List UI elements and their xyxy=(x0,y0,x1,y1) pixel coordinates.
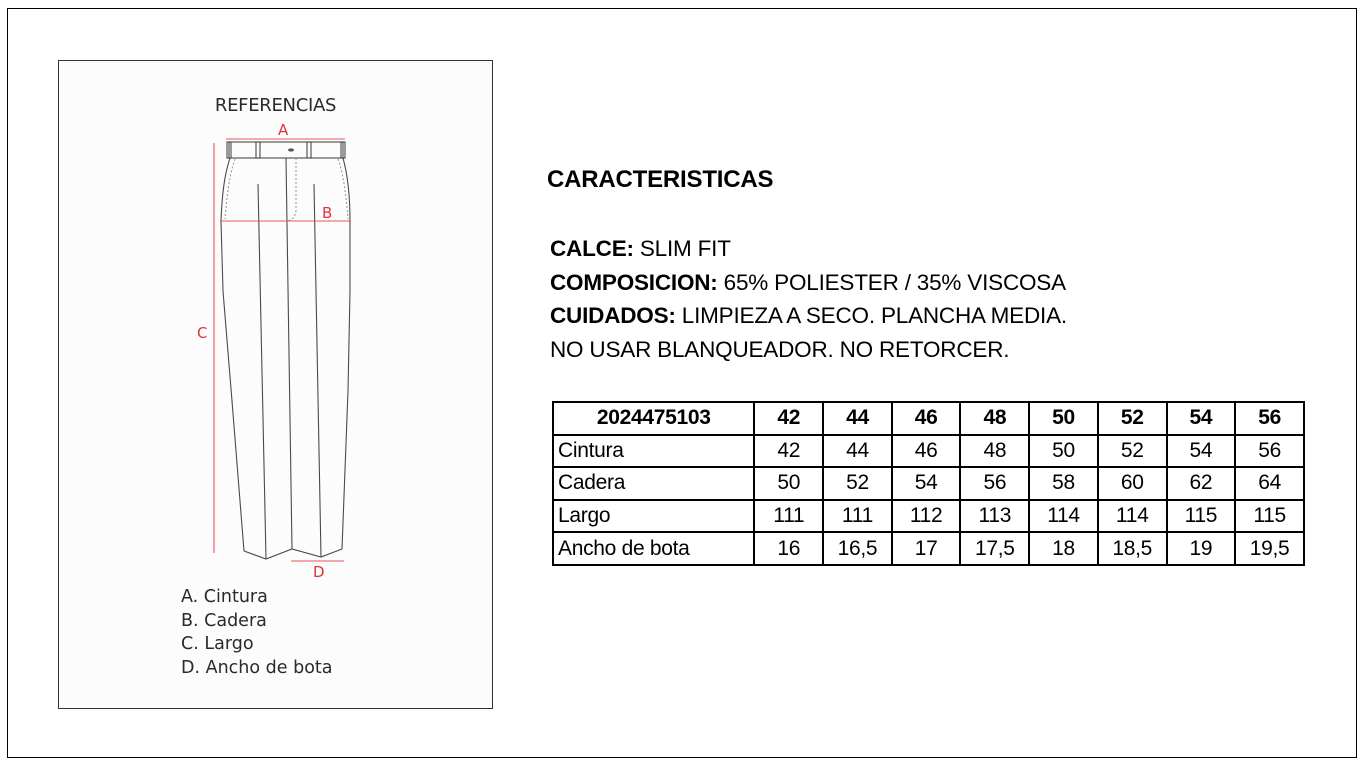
table-cell: 19,5 xyxy=(1235,532,1304,565)
care-line xyxy=(550,299,1067,333)
table-cell: 114 xyxy=(1029,500,1098,533)
table-row xyxy=(553,435,1304,468)
table-cell: 111 xyxy=(754,500,823,533)
dimension-label-d: D xyxy=(313,563,325,581)
table-cell: 17,5 xyxy=(960,532,1029,565)
table-cell: 50 xyxy=(1029,435,1098,468)
row-label: Largo xyxy=(553,500,754,533)
fit-value: SLIM FIT xyxy=(639,236,731,261)
dimension-label-a: A xyxy=(278,121,289,139)
reference-panel xyxy=(58,60,493,709)
dimension-label-c: C xyxy=(197,324,208,342)
table-cell: 111 xyxy=(823,500,892,533)
table-cell: 46 xyxy=(892,435,961,468)
row-label: Cintura xyxy=(553,435,754,468)
dimension-label-b: B xyxy=(322,204,333,222)
table-cell: 16 xyxy=(754,532,823,565)
characteristics-title: CARACTERISTICAS xyxy=(547,166,774,193)
header-size: 50 xyxy=(1029,402,1098,435)
table-cell: 114 xyxy=(1098,500,1167,533)
characteristics-section xyxy=(547,166,1067,362)
table-cell: 18 xyxy=(1029,532,1098,565)
table-cell: 64 xyxy=(1235,467,1304,500)
fit-label: CALCE: xyxy=(550,236,634,261)
header-size: 54 xyxy=(1167,402,1236,435)
header-size: 48 xyxy=(960,402,1029,435)
row-label: Cadera xyxy=(553,467,754,500)
legend-item-largo: C. Largo xyxy=(181,634,254,654)
table-cell: 42 xyxy=(754,435,823,468)
row-label: Ancho de bota xyxy=(553,532,754,565)
header-size: 56 xyxy=(1235,402,1304,435)
table-cell: 19 xyxy=(1167,532,1236,565)
table-cell: 17 xyxy=(892,532,961,565)
header-size: 44 xyxy=(823,402,892,435)
table-row xyxy=(553,467,1304,500)
table-cell: 62 xyxy=(1167,467,1236,500)
table-cell: 115 xyxy=(1235,500,1304,533)
reference-legend xyxy=(181,586,332,680)
header-product-code: 2024475103 xyxy=(553,402,754,435)
fit-line xyxy=(550,232,1067,266)
table-cell: 60 xyxy=(1098,467,1167,500)
legend-item-ancho-de-bota: D. Ancho de bota xyxy=(181,657,333,678)
table-cell: 50 xyxy=(754,467,823,500)
composition-line xyxy=(550,266,1067,300)
table-row xyxy=(553,532,1304,565)
size-table xyxy=(552,401,1305,566)
table-cell: 112 xyxy=(892,500,961,533)
table-cell: 18,5 xyxy=(1098,532,1167,565)
header-size: 42 xyxy=(754,402,823,435)
table-row xyxy=(553,500,1304,533)
table-cell: 113 xyxy=(960,500,1029,533)
table-cell: 52 xyxy=(823,467,892,500)
table-cell: 54 xyxy=(1167,435,1236,468)
table-cell: 52 xyxy=(1098,435,1167,468)
composition-value: 65% POLIESTER / 35% VISCOSA xyxy=(723,269,1066,295)
table-header-row xyxy=(553,402,1304,435)
characteristics-details xyxy=(550,232,1067,366)
header-size: 52 xyxy=(1098,402,1167,435)
table-cell: 56 xyxy=(1235,435,1304,468)
care-value: LIMPIEZA A SECO. PLANCHA MEDIA. xyxy=(681,303,1067,328)
composition-label: COMPOSICION: xyxy=(550,269,718,295)
care-continuation: NO USAR BLANQUEADOR. NO RETORCER. xyxy=(550,336,1010,362)
table-cell: 58 xyxy=(1029,467,1098,500)
legend-item-cintura: A. Cintura xyxy=(181,587,268,607)
legend-item-cadera: B. Cadera xyxy=(181,610,267,631)
table-cell: 48 xyxy=(960,435,1029,468)
table-cell: 56 xyxy=(960,467,1029,500)
table-cell: 54 xyxy=(892,467,961,500)
table-cell: 16,5 xyxy=(823,532,892,565)
reference-title: REFERENCIAS xyxy=(214,95,337,116)
header-size: 46 xyxy=(892,402,961,435)
table-cell: 115 xyxy=(1167,500,1236,533)
table-cell: 44 xyxy=(823,435,892,468)
care-label: CUIDADOS: xyxy=(550,303,676,328)
